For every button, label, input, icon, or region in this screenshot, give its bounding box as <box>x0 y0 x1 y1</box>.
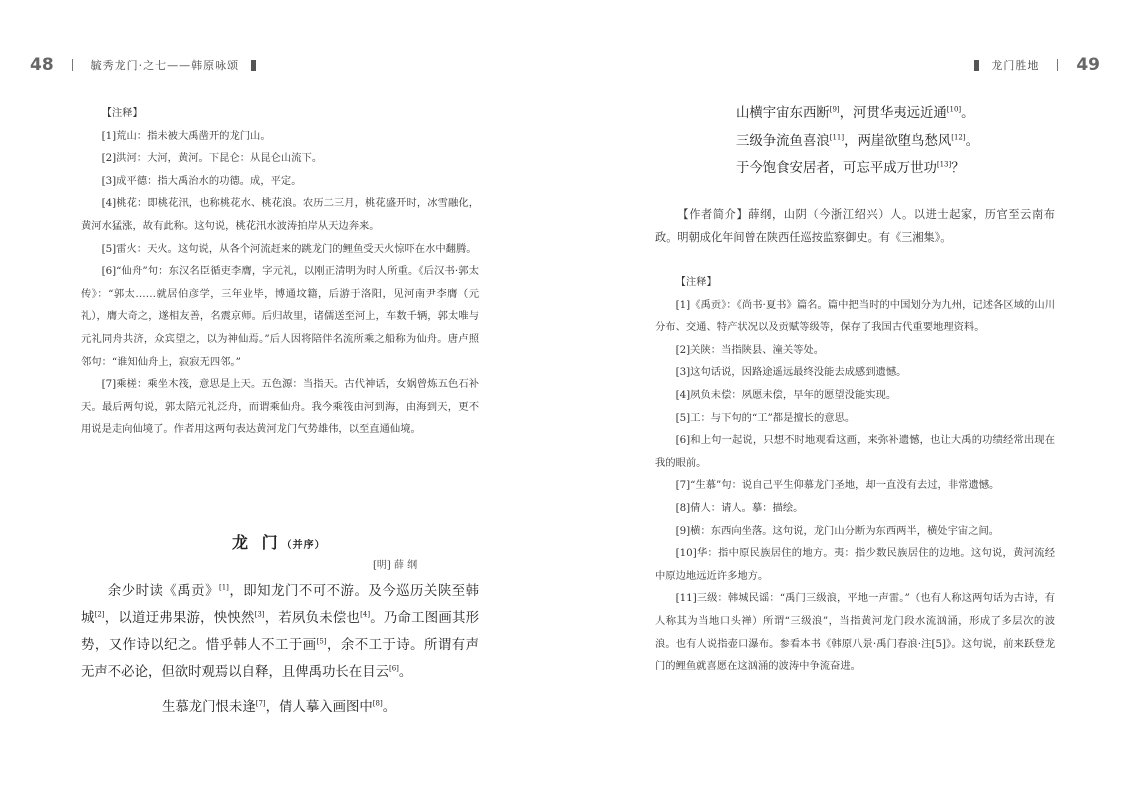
note-item: [7]乘槎：乘坐木筏，意思是上天。五色源：当指天。古代神话，女娲曾炼五色石补天。最后两句说，郭太陪元礼泛舟，而谓乘仙舟。我今乘筏由河到海，由海到天，更不用说是走向仙境了。作者用这两句表达黄河龙门气势雄伟，以至直通仙境。 <box>81 378 479 436</box>
preface-paragraph: 余少时读《禹贡》[1]，即知龙门不可不游。及今巡历关陕至韩城[2]，以道迂弗果游，怏怏然[3]，若夙负未偿也[4]。乃命工图画其形势，又作诗以纪之。惜乎韩人不工于画[5]，余不工于诗。所谓有声无声不必论，但欲时观焉以自释，且俾禹功长在目云[6]。 <box>81 583 480 680</box>
header-block-marker <box>974 60 979 71</box>
poem-title-text: 龙 门 <box>232 533 282 552</box>
footnote-ref: [3] <box>254 610 265 619</box>
note-item: [6]“仙舟”句：东汉名臣循吏李膺，字元礼，以刚正清明为时人所重。《后汉书·郭太传》：“郭太……就居伯彦学，三年业毕，博通坟籍，后游于洛阳，见河南尹李膺（元礼），膺大奇之，遂相友善，名震京师。后归故里，诸儒送至河上，车数千辆，郭太唯与元礼同舟共济，众宾望之，以为神仙焉。”后人因将陪伴名流所乘之船称为仙舟。唐卢照邻句：“谁知仙舟上，寂寂无四邻。” <box>81 265 479 368</box>
note-item: [4]夙负未偿：夙愿未偿，早年的愿望没能实现。 <box>675 388 897 401</box>
right-page-header <box>962 53 1100 77</box>
poem-subtitle: （并序） <box>281 540 326 551</box>
notes-heading: 【注释】 <box>101 107 143 119</box>
poem-author: [明] 薛 纲 <box>373 560 418 571</box>
footnote-ref: [10] <box>946 105 962 114</box>
note-item: [5]工：与下句的“工”都是擅长的意思。 <box>675 411 856 424</box>
header-divider <box>72 59 73 71</box>
header-title: 龙门胜地 <box>991 59 1040 72</box>
note-item: [2]关陕：当指陕县、潼关等处。 <box>675 343 825 356</box>
footnote-ref: [12] <box>951 133 966 142</box>
left-notes <box>81 102 479 441</box>
notes-heading: 【注释】 <box>675 276 717 288</box>
footnote-ref: [7] <box>255 699 266 708</box>
note-item: [4]桃花：即桃花汛，也称桃花水、桃花浪。农历二三月，桃花盛开时，冰雪融化，黄河水猛涨，故有此称。这句说，桃花汛水波涛拍岸从天边奔来。 <box>81 197 479 232</box>
note-item: [1]《禹贡》：《尚书·夏书》篇名。篇中把当时的中国划分为九州，记述各区域的山川分布、交通、特产状况以及贡赋等级等，保存了我国古代重要地理资料。 <box>655 298 1055 334</box>
page-number: 48 <box>30 55 54 75</box>
page-number: 49 <box>1076 55 1100 75</box>
footnote-ref: [8] <box>372 699 383 708</box>
note-item: [7]“生慕”句：说自己平生仰慕龙门圣地，却一直没有去过，非常遗憾。 <box>675 479 1000 492</box>
footnote-ref: [11] <box>829 133 845 142</box>
footnote-ref: [1] <box>218 583 229 592</box>
note-item: [11]三级：韩城民谣：“禹门三级浪，平地一声雷。”（也有人称这两句话为古诗，有人称其为当地口头禅）所谓“三级浪”，当指黄河龙门段水流汹涌，形成了多层次的波浪。也有人说指壶口瀑布。参看本书《韩原八景·禹门春浪·注[5]》。这句说，前来跃登龙门的鲤鱼就喜愿在这汹涌的波涛中争流奋进。 <box>655 592 1055 673</box>
header-title: 毓秀龙门·之七——韩原咏颂 <box>90 59 240 72</box>
poem-preface <box>81 578 479 686</box>
verse-line: 于今饱食安居者，可忘平成万世功[13]？ <box>736 160 965 176</box>
note-item: [3]这句话说，因路途遥远最终没能去成感到遗憾。 <box>675 366 907 379</box>
footnote-ref: [4] <box>360 610 371 619</box>
note-item: [2]洪河：大河，黄河。下昆仑：从昆仑山流下。 <box>101 152 323 165</box>
header-block-marker <box>251 60 256 71</box>
footnote-ref: [9] <box>829 105 840 114</box>
note-item: [5]雷火：天火。这句说，从各个河流赶来的跳龙门的鲤鱼受天火惊吓在水中翻腾。 <box>101 242 477 255</box>
verse-line: 三级争流鱼喜浪[11]，两崖欲堕鸟愁风[12]。 <box>736 133 979 149</box>
verse-line: 山横宇宙东西断[9]，河贯华夷远近通[10]。 <box>736 105 975 121</box>
poem-verses <box>736 100 979 183</box>
left-page-header <box>30 53 268 77</box>
note-item: [6]和上句一起说，只想不时地观看这画，来弥补遗憾，也让大禹的功绩经常出现在我的眼前。 <box>655 434 1055 469</box>
poem-title <box>232 530 326 553</box>
verse-line: 生慕龙门恨未逢[7]，倩人摹入画图中[8]。 <box>162 699 397 715</box>
author-bio: 【作者简介】薛纲，山阴（今浙江绍兴）人。以进士起家，历官至云南布政。明朝成化年间曾在陕西任巡按监察御史。有《三湘集》。 <box>655 208 1055 244</box>
footnote-ref: [6] <box>388 664 399 673</box>
note-item: [10]华：指中原民族居住的地方。夷：指少数民族居住的边地。这句说，黄河流经中原边地远近许多地方。 <box>655 547 1055 582</box>
footnote-ref: [2] <box>94 610 105 619</box>
footnote-ref: [13] <box>936 160 952 169</box>
header-divider <box>1057 59 1058 71</box>
note-item: [3]成平德：指大禹治水的功德。成，平定。 <box>101 174 302 187</box>
note-item: [8]倩人：请人。摹：描绘。 <box>675 501 804 514</box>
note-item: [9]横：东西向坐落。这句说，龙门山分断为东西两半，横处宇宙之间。 <box>675 524 1000 537</box>
note-item: [1]荒山：指未被大禹凿开的龙门山。 <box>101 129 271 142</box>
right-notes <box>655 271 1055 678</box>
footnote-ref: [5] <box>316 637 327 646</box>
